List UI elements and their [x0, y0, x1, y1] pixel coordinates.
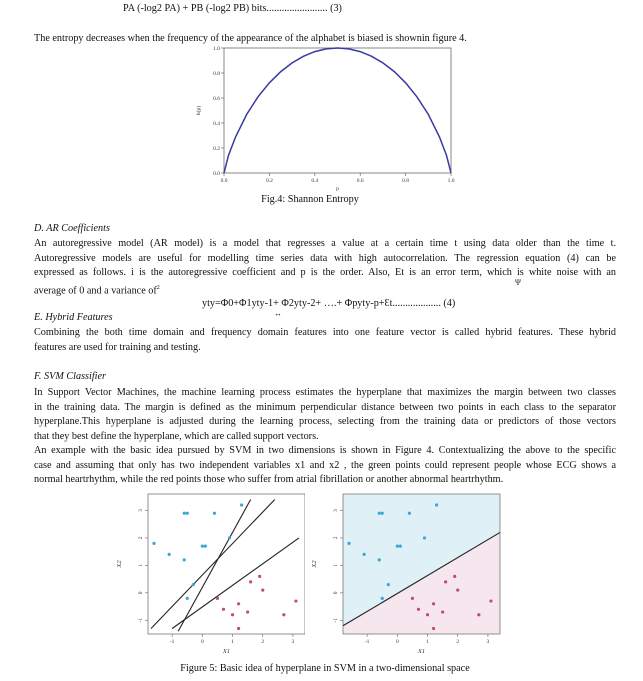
y-tick-label: 2 — [333, 536, 339, 540]
y-axis-label: X2 — [116, 560, 123, 568]
x-tick-label: 0.4 — [311, 178, 319, 184]
blue-point — [152, 542, 155, 545]
blue-point — [201, 545, 204, 548]
y-tick-label: 2 — [138, 536, 144, 540]
red-point — [417, 608, 420, 611]
x-tick-label: 0 — [200, 639, 204, 645]
red-point — [489, 599, 492, 602]
y-tick-label: -1 — [138, 617, 144, 623]
blue-point — [240, 503, 243, 506]
blue-point — [399, 545, 402, 548]
x-tick-label: 0.2 — [265, 178, 273, 184]
x-tick-label: 2 — [456, 639, 460, 645]
red-point — [441, 610, 444, 613]
x-tick-label: -1 — [169, 639, 175, 645]
blue-point — [381, 597, 384, 600]
section-e-heading: E. Hybrid Features — [34, 312, 113, 323]
text-line: in the training data. The margin is defined as the minimum perpendicular distance between two points in each class to the separator — [34, 401, 616, 413]
y-tick-label: 1 — [138, 563, 144, 567]
red-point — [432, 602, 435, 605]
fig5-chart-left — [110, 490, 305, 662]
blue-point — [213, 512, 216, 515]
red-point — [456, 588, 459, 591]
red-point — [477, 613, 480, 616]
blue-point — [347, 542, 350, 545]
y-tick-label: 0 — [138, 591, 144, 595]
x-tick-label: 0.0 — [220, 178, 228, 184]
text-line: expressed as follows. i is the autoregressive coefficient and p is the order. Also, Et is an error term, which is white noise with an — [34, 267, 616, 278]
separating-line — [178, 499, 250, 631]
red-point — [444, 580, 447, 583]
blue-point — [381, 512, 384, 515]
red-point — [237, 602, 240, 605]
x-tick-label: 1.0 — [447, 178, 455, 184]
arrow-symbol: ↔ — [274, 309, 282, 318]
blue-point — [387, 583, 390, 586]
text-line: normal heartrhythm, while the red points those who suffer from atrial fibrillation or another abnormal heartrhythm. — [34, 474, 504, 485]
section-f-heading: F. SVM Classifier — [34, 371, 106, 382]
blue-point — [204, 545, 207, 548]
x-tick-label: 1 — [426, 639, 429, 645]
text-line: hyperplane.This hyperplane is adjusted during the learning process, selecting from the training data or predictors of those vectors — [34, 416, 616, 427]
blue-point — [408, 512, 411, 515]
red-point — [237, 627, 240, 630]
x-tick-label: 3 — [291, 639, 295, 645]
x-tick-label: 3 — [486, 639, 490, 645]
x-tick-label: 1 — [231, 639, 234, 645]
section-e-body — [34, 326, 616, 355]
red-point — [411, 597, 414, 600]
x-tick-label: 0.6 — [356, 178, 364, 184]
fig4-caption: Fig.4: Shannon Entropy — [261, 194, 359, 205]
y-tick-label: 3 — [138, 509, 144, 512]
blue-point — [168, 553, 171, 556]
text-line: In Support Vector Machines, the machine learning process estimates the hyperplane that maximizes the margin between two classes — [34, 387, 616, 398]
y-tick-label: 0.4 — [213, 121, 220, 127]
plot-frame — [148, 494, 305, 634]
y-axis-label: X2 — [311, 560, 318, 568]
y-tick-label: 0.0 — [213, 171, 220, 177]
equation-4: yty=Φ0+Φ1yty-1+ Φ2yty-2+ ….+ Φpyty-p+Ɛt................... (4) — [202, 298, 456, 309]
red-point — [246, 610, 249, 613]
fig5-caption: Figure 5: Basic idea of hyperplane in SVM in a two-dimensional space — [180, 663, 470, 674]
text-line: that they best define the hyperplane, which are called support vectors. — [34, 430, 319, 442]
y-axis-label: h(p) — [196, 105, 202, 116]
red-point — [282, 613, 285, 616]
section-d-heading: D. AR Coefficients — [34, 223, 110, 234]
blue-point — [186, 512, 189, 515]
text-line: An example with the basic idea pursued by SVM in two dimensions is shown in Figure 4. Contextualizing the above to the specific — [34, 445, 616, 456]
red-point — [216, 597, 219, 600]
blue-point — [186, 597, 189, 600]
text-line: features are used for training and testing. — [34, 341, 201, 353]
blue-point — [363, 553, 366, 556]
text-line: An autoregressive model (AR model) is a model that regresses a value at a certain time t using data older than the time t. — [34, 238, 616, 249]
blue-point — [378, 558, 381, 561]
variance-text: average of 0 and a variance of — [34, 284, 157, 296]
y-tick-label: 1 — [333, 563, 339, 567]
separating-line — [151, 499, 275, 628]
blue-point — [423, 536, 426, 539]
text-line: Autoregressive models are useful for modelling time series data with high autocorrelation. The regression equation (4) can be — [34, 252, 616, 264]
plot-frame — [224, 48, 451, 173]
red-point — [261, 588, 264, 591]
section-d-body — [34, 237, 616, 298]
blue-point — [435, 503, 438, 506]
y-tick-label: 0.2 — [213, 146, 220, 152]
blue-point — [378, 512, 381, 515]
blue-point — [228, 536, 231, 539]
blue-point — [396, 545, 399, 548]
y-tick-label: 0 — [333, 591, 339, 595]
y-tick-label: 0.6 — [213, 96, 220, 102]
section-f-body — [34, 386, 616, 488]
blue-point — [183, 512, 186, 515]
text-line: case and assuming that only has two independent variables x1 and x2 , the green points could represent people whose ECG shows a — [34, 459, 616, 471]
fig4-chart — [190, 42, 470, 194]
entropy-sentence: The entropy decreases when the frequency of the appearance of the alphabet is biased is shownin figure 4. — [34, 33, 467, 44]
equation-3: PA (-log2 PA) + PB (-log2 PB) bits........................ (3) — [123, 3, 342, 14]
blue-point — [192, 583, 195, 586]
blue-point — [183, 558, 186, 561]
x-tick-label: -1 — [364, 639, 370, 645]
red-point — [222, 608, 225, 611]
y-tick-label: 0.8 — [213, 71, 220, 77]
red-point — [258, 575, 261, 578]
text-line: Combining the both time domain and frequency domain features into one feature vector is called hybrid features. These hybrid — [34, 327, 616, 338]
red-point — [432, 627, 435, 630]
text-line — [34, 281, 616, 299]
x-axis-label: X1 — [222, 648, 231, 655]
superscript: 2 — [156, 284, 160, 291]
x-axis-label: p — [336, 186, 339, 192]
psi-symbol: Ψ — [515, 278, 521, 287]
entropy-curve — [224, 48, 451, 173]
x-axis-label: X1 — [417, 648, 426, 655]
red-point — [294, 599, 297, 602]
y-tick-label: 3 — [333, 509, 339, 512]
red-point — [426, 613, 429, 616]
red-point — [231, 613, 234, 616]
y-tick-label: -1 — [333, 617, 339, 623]
fig5-chart-right — [305, 490, 505, 662]
separating-line — [172, 538, 299, 629]
y-tick-label: 1.0 — [213, 46, 220, 52]
red-point — [453, 575, 456, 578]
x-tick-label: 0.8 — [402, 178, 410, 184]
x-tick-label: 2 — [261, 639, 265, 645]
red-point — [249, 580, 252, 583]
x-tick-label: 0 — [395, 639, 399, 645]
